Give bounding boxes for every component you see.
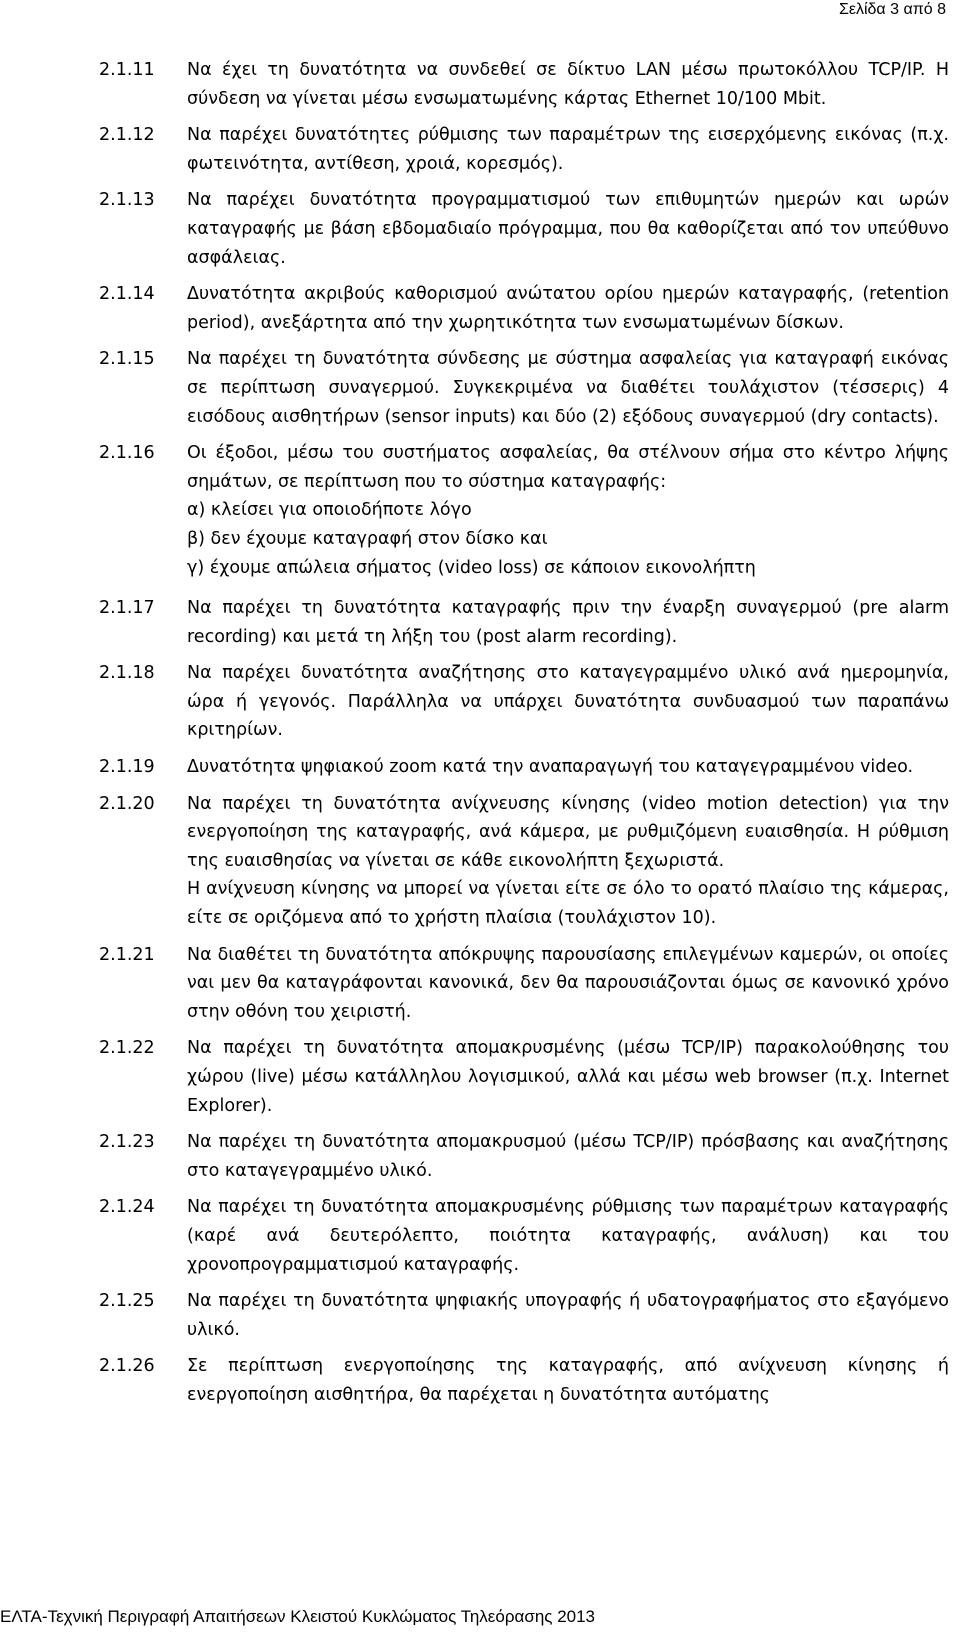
requirement-text [187,439,949,582]
requirement-item [99,790,949,933]
requirement-text-line: Να παρέχει δυνατότητα προγραμματισμού των επιθυμητών ημερών και ωρών καταγραφής με βάση εβδομαδιαίο πρόγραμμα, που θα καθορίζεται από τον υπεύθυνο ασφάλειας. [187,190,949,268]
requirement-item [99,121,949,178]
requirement-text-line: Η ανίχνευση κίνησης να μπορεί να γίνεται είτε σε όλο το ορατό πλαίσιο της κάμερας, είτε σε οριζόμενα από το χρήστη πλαίσια (τουλάχιστον 10). [187,879,949,929]
requirement-item [99,1352,949,1409]
requirement-text-line: Να παρέχει τη δυνατότητα απομακρυσμού (μέσω TCP/IP) πρόσβασης και αναζήτησης στο καταγεγραμμένο υλικό. [187,1132,949,1181]
requirement-text [187,56,949,113]
requirement-text [187,1287,949,1344]
requirement-text-line: Να διαθέτει τη δυνατότητα απόκρυψης παρουσίασης επιλεγμένων καμερών, οι οποίες ναι μεν θα καταγράφονται κανονικά, δεν θα παρουσιάζονται όμως σε κανονικό χρόνο στην οθόνη του χειριστή. [187,944,949,1022]
requirement-item [99,1287,949,1344]
requirement-text [187,1352,949,1409]
requirement-text-line: Να παρέχει τη δυνατότητα απομακρυσμένης (μέσω TCP/IP) παρακολούθησης του χώρου (live) μέσω κατάλληλου λογισμικού, αλλά και μέσω web browser (π.χ. Internet Explorer). [187,1038,949,1116]
requirement-text [187,1128,949,1185]
requirement-text-line: Δυνατότητα ψηφιακού zoom κατά την αναπαραγωγή του καταγεγραμμένου video. [187,757,914,778]
requirement-item [99,594,949,651]
requirement-number: 2.1.13 [99,190,155,211]
requirement-item [99,439,949,582]
requirement-item [99,186,949,272]
requirement-item [99,1128,949,1185]
requirement-text [187,659,949,745]
requirement-text-line: γ) έχουμε απώλεια σήματος (video loss) σε κάποιον εικονολήπτη [187,557,756,578]
requirement-number: 2.1.18 [99,663,155,684]
requirement-item [99,280,949,337]
page-number: Σελίδα 3 από 8 [838,1,946,18]
requirement-text [187,1193,949,1279]
requirement-text-line: Να παρέχει δυνατότητα αναζήτησης στο καταγεγραμμένο υλικό ανά ημερομηνία, ώρα ή γεγονός. Παράλληλα να υπάρχει δυνατότητα συνδυασμού των παραπάνω κριτηρίων. [187,663,949,741]
requirement-number: 2.1.17 [99,598,155,619]
requirement-item [99,1034,949,1120]
requirement-item [99,1193,949,1279]
requirement-text [187,753,949,782]
requirement-text [187,1034,949,1120]
requirement-text-line: Να παρέχει τη δυνατότητα σύνδεσης με σύστημα ασφαλείας για καταγραφή εικόνας σε περίπτωση συναγερμού. Συγκεκριμένα να διαθέτει τουλάχιστον (τέσσερις) 4 εισόδους αισθητήρων (sensor inputs) και δύο (2) εξόδους συναγερμού (dry contacts). [187,349,949,427]
requirement-text [187,186,949,272]
requirement-text [187,941,949,1027]
requirement-number: 2.1.16 [99,443,155,464]
requirement-number: 2.1.24 [99,1197,155,1218]
requirement-item [99,941,949,1027]
requirement-number: 2.1.20 [99,793,155,814]
requirement-item [99,659,949,745]
requirement-text [187,345,949,431]
requirement-item [99,56,949,113]
requirement-item [99,753,949,782]
requirement-text-line: β) δεν έχουμε καταγραφή στον δίσκο και [187,528,548,549]
page-footer: ΕΛΤΑ-Τεχνική Περιγραφή Απαιτήσεων Κλειστού Κυκλώματος Τηλεόρασης 2013 [0,1607,596,1626]
requirement-number: 2.1.21 [99,944,155,965]
requirement-text-line: Σε περίπτωση ενεργοποίησης της καταγραφής, από ανίχνευση κίνησης ή ενεργοποίηση αισθητήρα, θα παρέχεται η δυνατότητα αυτόματης [187,1356,949,1405]
requirement-text-line: Δυνατότητα ακριβούς καθορισμού ανώτατου ορίου ημερών καταγραφής, (retention period), ανεξάρτητα από την χωρητικότητα των ενσωματωμένων δίσκων. [187,284,949,333]
requirement-number: 2.1.19 [99,757,155,778]
requirement-text-line: Να έχει τη δυνατότητα να συνδεθεί σε δίκτυο LAN μέσω πρωτοκόλλου TCP/IP. Η σύνδεση να γίνεται μέσω ενσωματωμένης κάρτας Ethernet 10/100 Mbit. [187,60,949,109]
requirement-text-line: Να παρέχει τη δυνατότητα ψηφιακής υπογραφής ή υδατογραφήματος στο εξαγόμενο υλικό. [187,1291,949,1340]
requirement-number: 2.1.22 [99,1038,155,1059]
requirement-number: 2.1.14 [99,284,155,305]
requirement-text-line: Οι έξοδοι, μέσω του συστήματος ασφαλείας, θα στέλνουν σήμα στο κέντρο λήψης σημάτων, σε περίπτωση που το σύστημα καταγραφής: [187,443,949,492]
requirement-text [187,790,949,933]
requirement-number: 2.1.12 [99,125,155,146]
requirement-text-line: Να παρέχει τη δυνατότητα απομακρυσμένης ρύθμισης των παραμέτρων καταγραφής (καρέ ανά δευτερόλεπτο, ποιότητα καταγραφής, ανάλυση) και του χρονοπρογραμματισμού καταγραφής. [187,1197,949,1275]
requirement-text-line: α) κλείσει για οποιοδήποτε λόγο [187,500,472,521]
requirement-number: 2.1.15 [99,349,155,370]
requirement-text-line: Να παρέχει τη δυνατότητα ανίχνευσης κίνησης (video motion detection) για την ενεργοποίηση της καταγραφής, ανά κάμερα, με ρυθμιζόμενη ευαισθησία. Η ρύθμιση της ευαισθησίας να γίνεται σε κάθε εικονολήπτη ξεχωριστά. [187,793,949,871]
requirement-number: 2.1.26 [99,1356,155,1377]
requirement-number: 2.1.25 [99,1291,155,1312]
requirement-text [187,280,949,337]
requirement-text [187,121,949,178]
requirement-text-line: Να παρέχει τη δυνατότητα καταγραφής πριν την έναρξη συναγερμού (pre alarm recording) και μετά τη λήξη του (post alarm recording). [187,598,949,647]
requirement-number: 2.1.23 [99,1132,155,1153]
requirements-list [99,56,949,1410]
requirement-item [99,345,949,431]
requirement-text-line: Να παρέχει δυνατότητες ρύθμισης των παραμέτρων της εισερχόμενης εικόνας (π.χ. φωτεινότητα, αντίθεση, χροιά, κορεσμός). [187,125,949,174]
requirement-number: 2.1.11 [99,60,155,80]
requirement-text [187,594,949,651]
